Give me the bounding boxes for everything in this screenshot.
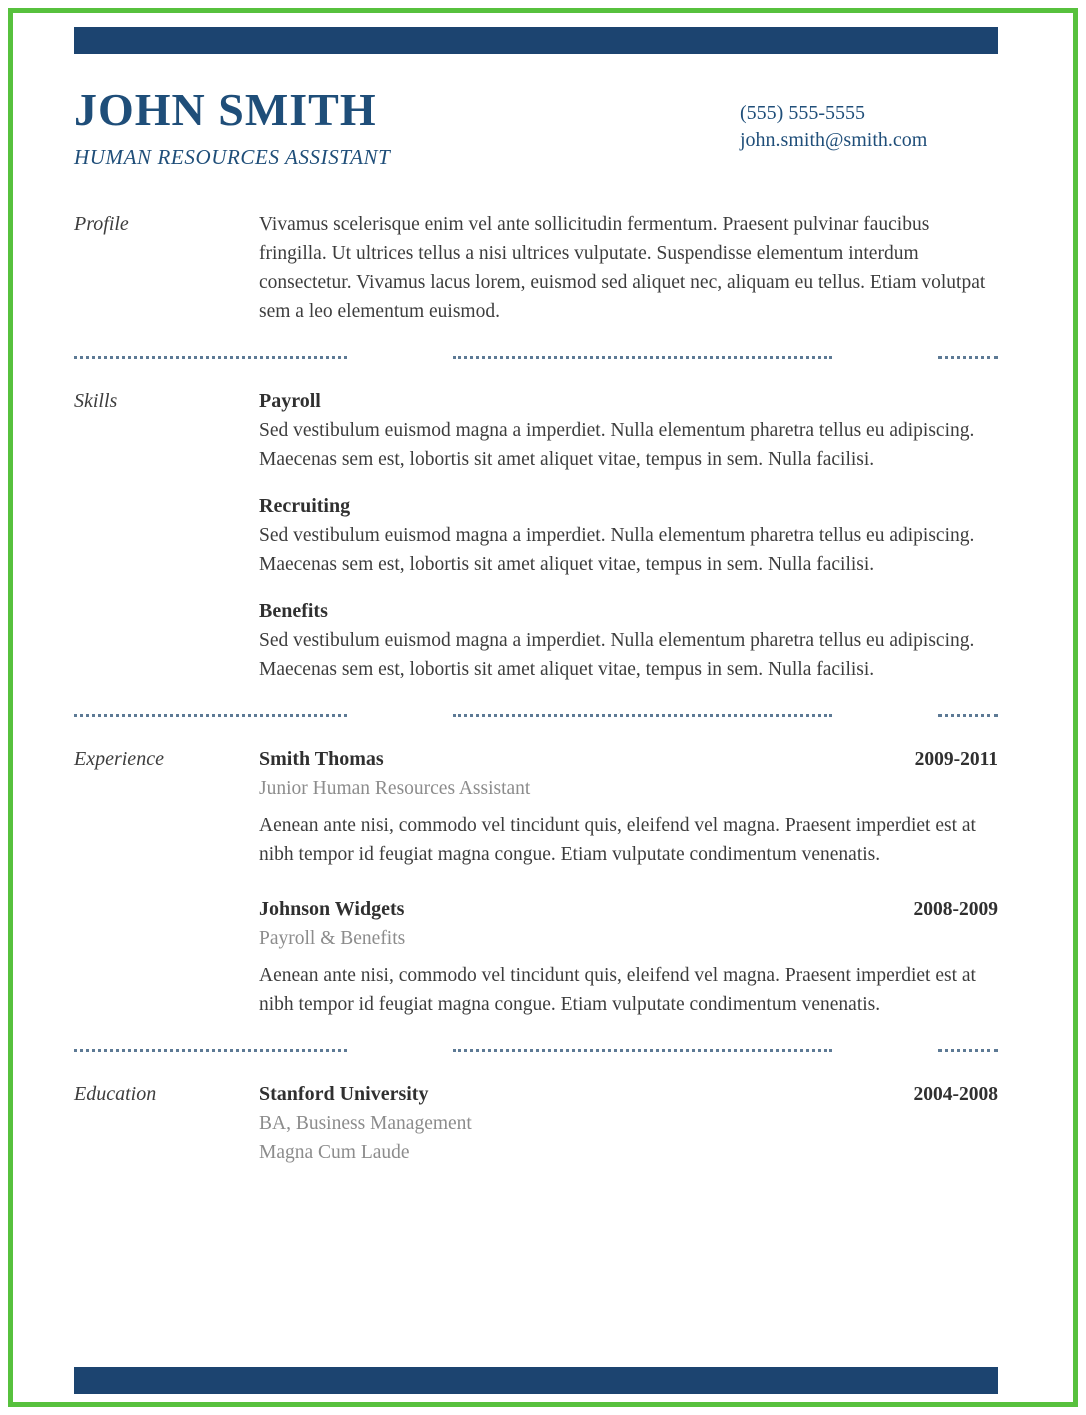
experience-item-header	[259, 745, 998, 774]
divider-segment	[74, 714, 347, 717]
divider-segment	[453, 1049, 832, 1052]
education-item-header	[259, 1080, 998, 1109]
job-role: Payroll & Benefits	[259, 927, 406, 949]
profile-content	[259, 210, 998, 326]
top-accent-bar	[74, 27, 998, 54]
skill-text: Sed vestibulum euismod magna a imperdiet. Nulla elementum pharetra tellus eu adipiscing. Maecenas sem est, lobortis sit amet aliquet vitae, tempus in sem. Nulla facilisi.	[259, 524, 975, 575]
resume-page	[8, 8, 1078, 1407]
dotted-divider	[74, 1049, 998, 1052]
job-description: Aenean ante nisi, commodo vel tincidunt quis, eleifend vel magna. Praesent imperdiet est at nibh tempor id feugiat magna congue. Etiam vulputate condimentum venenatis.	[259, 964, 976, 1015]
divider-segment	[74, 1049, 347, 1052]
bottom-accent-bar	[74, 1367, 998, 1394]
company-name: Johnson Widgets	[259, 897, 405, 920]
school-name: Stanford University	[259, 1082, 429, 1105]
section-label-experience: Experience	[74, 747, 164, 770]
experience-item	[259, 745, 998, 869]
skill-title: Payroll	[259, 389, 321, 412]
education-content	[259, 1080, 998, 1167]
honors: Magna Cum Laude	[259, 1141, 410, 1163]
skill-item	[259, 597, 998, 684]
section-label-skills: Skills	[74, 389, 118, 412]
dotted-divider	[74, 356, 998, 359]
section-label-education: Education	[74, 1082, 157, 1105]
divider-segment	[938, 1049, 998, 1052]
candidate-name: JOHN SMITH	[74, 84, 377, 135]
phone-number: (555) 555-5555	[740, 102, 865, 124]
section-skills	[74, 387, 998, 684]
job-description: Aenean ante nisi, commodo vel tincidunt quis, eleifend vel magna. Praesent imperdiet est at nibh tempor id feugiat magna congue. Etiam vulputate condimentum venenatis.	[259, 814, 976, 865]
divider-segment	[938, 714, 998, 717]
skill-text: Sed vestibulum euismod magna a imperdiet. Nulla elementum pharetra tellus eu adipiscing. Maecenas sem est, lobortis sit amet aliquet vitae, tempus in sem. Nulla facilisi.	[259, 419, 975, 470]
profile-text: Vivamus scelerisque enim vel ante sollicitudin fermentum. Praesent pulvinar faucibus fringilla. Ut ultrices tellus a nisi ultrices vulputate. Suspendisse elementum interdum consectetur. Vivamus lacus lorem, euismod sed aliquet nec, aliquam eu tellus. Etiam volutpat sem a leo elementum euismod.	[259, 213, 986, 322]
divider-segment	[74, 356, 347, 359]
date-range: 2004-2008	[913, 1083, 998, 1105]
job-role: Junior Human Resources Assistant	[259, 777, 531, 799]
degree: BA, Business Management	[259, 1112, 472, 1134]
dotted-divider	[74, 714, 998, 717]
company-name: Smith Thomas	[259, 747, 384, 770]
experience-item-header	[259, 895, 998, 924]
experience-content	[259, 745, 998, 1019]
section-label-profile: Profile	[74, 212, 129, 235]
date-range: 2008-2009	[913, 898, 998, 920]
skills-content	[259, 387, 998, 684]
divider-segment	[453, 714, 832, 717]
resume-header	[74, 84, 998, 170]
divider-segment	[938, 356, 998, 359]
skill-title: Benefits	[259, 599, 328, 622]
contact-info	[740, 84, 998, 170]
skill-text: Sed vestibulum euismod magna a imperdiet. Nulla elementum pharetra tellus eu adipiscing. Maecenas sem est, lobortis sit amet aliquet vitae, tempus in sem. Nulla facilisi.	[259, 629, 975, 680]
skill-item	[259, 387, 998, 474]
email-address: john.smith@smith.com	[740, 129, 928, 151]
section-education	[74, 1080, 998, 1167]
name-block	[74, 84, 390, 170]
section-experience	[74, 745, 998, 1019]
divider-segment	[453, 356, 832, 359]
skill-item	[259, 492, 998, 579]
date-range: 2009-2011	[914, 748, 998, 770]
experience-item	[259, 895, 998, 1019]
skill-title: Recruiting	[259, 494, 351, 517]
section-profile	[74, 210, 998, 326]
candidate-job-title: HUMAN RESOURCES ASSISTANT	[74, 144, 391, 169]
